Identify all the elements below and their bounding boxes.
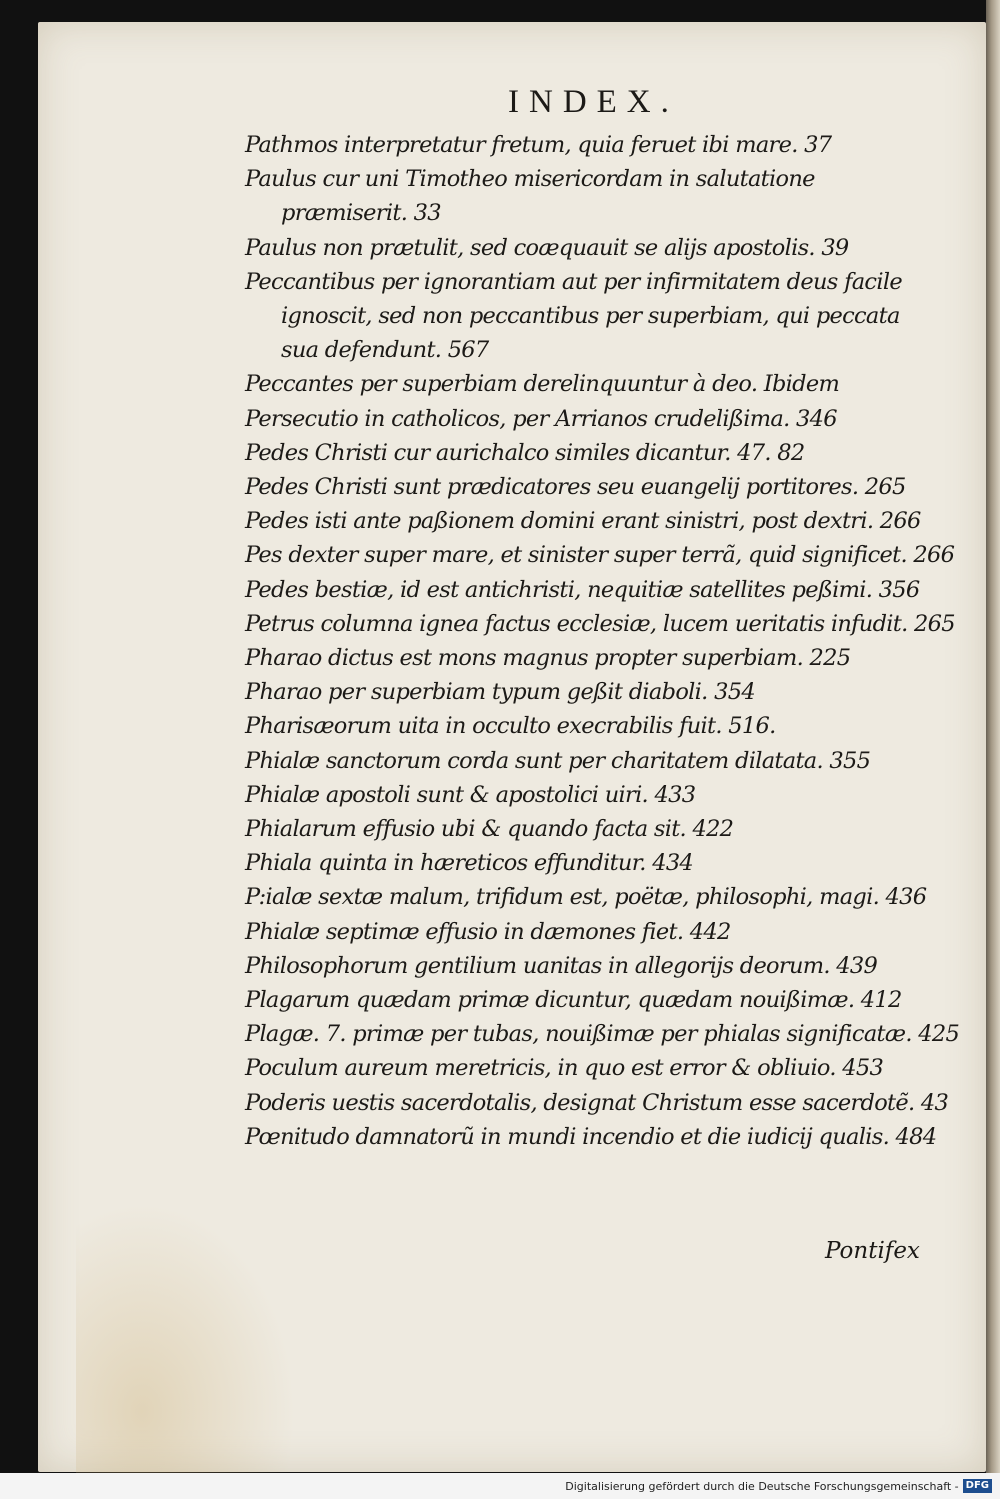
index-entry: Pathmos interpretatur fretum, quia feruet ibi mare. 37 [245,132,832,158]
dfg-logo: DFG [963,1479,992,1493]
water-stain [76,1202,296,1499]
index-entry: Persecutio in catholicos, per Arrianos crudelißima. 346 [245,405,837,432]
index-entry: Pedes Christi sunt prædicatores seu euangelij portitores. 265 [245,474,906,501]
index-entry: Peccantes per superbiam derelinquuntur à deo. Ibidem [245,371,840,398]
index-entry: Pedes Christi cur aurichalco similes dicantur. 47. 82 [245,439,805,466]
digitization-footer [0,1473,1000,1499]
page-header: INDEX. [508,84,679,120]
index-entry: Peccantibus per ignorantiam aut per infirmitatem deus facile ignoscit, sed non peccantibus per superbiam, qui peccata sua defendunt. 567 [245,268,902,364]
index-entry: Phiala quinta in hæreticos effunditur. 434 [245,850,694,877]
index-entry: Paulus cur uni Timotheo misericordam in salutatione præmiserit. 33 [245,166,815,227]
index-entry: Pharao per superbiam typum geßit diaboli. 354 [245,679,755,706]
footer-credit: Digitalisierung gefördert durch die Deutsche Forschungsgemeinschaft - [565,1479,959,1493]
index-entry: Plagæ. 7. primæ per tubas, nouißimæ per phialas significatæ. 425 [245,1021,960,1048]
index-entry: Poculum aureum meretricis, in quo est error & obliuio. 453 [245,1055,884,1082]
index-entry: Poderis uestis sacerdotalis, designat Christum esse sacerdotẽ. 43 [245,1089,949,1116]
index-entry: Plagarum quædam primæ dicuntur, quædam nouißimæ. 412 [245,987,902,1014]
index-entry: Philosophorum gentilium uanitas in allegorijs deorum. 439 [245,952,878,979]
index-entry: Pharisæorum uita in occulto execrabilis fuit. 516. [245,713,776,740]
index-entry: Pedes isti ante paßionem domini erant sinistri, post dextri. 266 [245,508,921,535]
book-edge [986,0,1000,1499]
index-entry: Pharao dictus est mons magnus propter superbiam. 225 [245,645,851,672]
index-entry: Petrus columna ignea factus ecclesiæ, lucem ueritatis infudit. 265 [245,610,955,637]
index-entry: Pedes bestiæ, id est antichristi, nequitiæ satellites peßimi. 356 [245,576,920,603]
index-entry: Phialarum effusio ubi & quando facta sit. 422 [245,816,734,843]
index-entry: Phialæ sanctorum corda sunt per charitatem dilatata. 355 [245,747,871,774]
index-entry: P:ialæ sextæ malum, trifidum est, poëtæ, philosophi, magi. 436 [245,884,927,911]
index-entry: Paulus non prætulit, sed coæquauit se alijs apostolis. 39 [245,234,849,261]
index-entry: Pes dexter super mare, et sinister super terrã, quid significet. 266 [245,542,955,569]
index-entry: Phialæ septimæ effusio in dæmones fiet. 442 [245,918,731,945]
catchword: Pontifex [825,1238,920,1264]
index-entries [245,128,960,1154]
index-entry: Pœnitudo damnatorũ in mundi incendio et die iudicij qualis. 484 [245,1123,937,1150]
index-entry: Phialæ apostoli sunt & apostolici uiri. 433 [245,781,696,808]
